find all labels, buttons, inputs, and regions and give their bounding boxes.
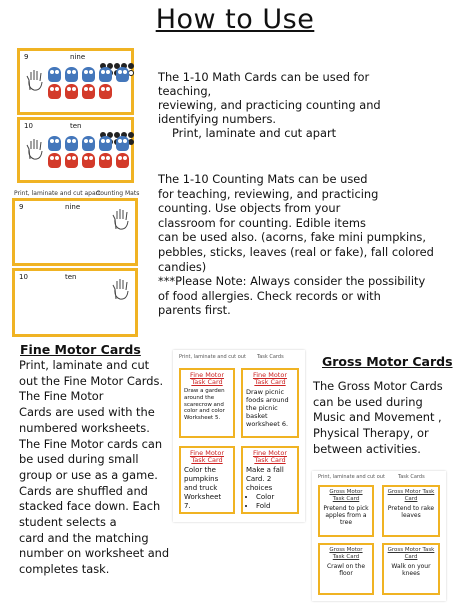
- math-card-word: nine: [70, 53, 86, 61]
- text-line: Music and Movement ,: [313, 410, 442, 425]
- task-card-body: Draw a garden around the scarecrow and color and color Worksheet 5.: [184, 388, 225, 422]
- text-line: for teaching, reviewing, and practicing: [158, 186, 379, 201]
- text-line: counting. Use objects from your: [158, 201, 341, 216]
- task-card-title: Fine Motor Task Card: [252, 449, 288, 464]
- text-line: of food allergies. Check records or with: [158, 288, 381, 303]
- fine-motor-task-card: [179, 446, 235, 514]
- fine-motor-task-card: [179, 368, 235, 438]
- task-card-title: Gross Motor Task Card: [387, 489, 435, 502]
- text-line: stacked face down. Each: [19, 499, 161, 514]
- text-line: Print, laminate and cut: [19, 358, 150, 372]
- text-line: between activities.: [313, 441, 421, 456]
- math-card-word: ten: [70, 122, 82, 130]
- hand-icon: [25, 137, 47, 161]
- sheet-label-left: Print, laminate and cut out: [179, 354, 246, 360]
- fine-motor-sheet: [173, 350, 305, 522]
- task-card-title: Gross Motor Task Card: [387, 547, 435, 560]
- text-line: group or use as a game.: [19, 467, 158, 482]
- fine-motor-task-card: [241, 368, 299, 438]
- task-card-body: Make a fall Card. 2 choices: [246, 466, 284, 492]
- counting-mat-nine: [12, 198, 138, 266]
- text-line: reviewing, and practicing counting and: [158, 98, 381, 112]
- text-line: can be used also. (acorns, fake mini pumpkins,: [158, 230, 426, 245]
- text-line: The 1-10 Math Cards can be used for: [158, 70, 370, 84]
- task-card-body: Pretend to pick apples from a tree: [323, 505, 369, 526]
- sheet-label-left: Print, laminate and cut out: [318, 474, 385, 480]
- text-line: completes task.: [19, 562, 110, 577]
- text-line: parents first.: [158, 303, 231, 318]
- text-line: out the Fine Motor Cards.: [19, 373, 164, 388]
- gross-motor-task-card: [318, 543, 374, 595]
- text-line: The Gross Motor Cards: [313, 379, 443, 393]
- text-line: The Fine Motor cards can: [19, 436, 163, 451]
- fine-motor-heading: Fine Motor Cards: [20, 342, 141, 357]
- mats-sheet-label-right: Counting Mats: [96, 190, 140, 197]
- task-card-body: Walk on your knees: [391, 563, 431, 577]
- bullet-item: • Fold: [256, 502, 294, 511]
- math-card-ten: [17, 117, 134, 183]
- sheet-label-right: Task Cards: [398, 474, 425, 480]
- text-line: pebbles, sticks, leaves (real or fake), fall colored: [158, 244, 434, 259]
- text-line: The 1-10 Counting Mats can be used: [158, 172, 368, 186]
- text-line: Cards are used with the: [19, 405, 155, 420]
- math-card-number: 9: [24, 53, 29, 61]
- owl-pictures: [48, 136, 129, 168]
- mat-number: 9: [19, 203, 24, 211]
- gross-motor-sheet: [312, 471, 446, 601]
- task-card-title: Gross Motor Task Card: [329, 547, 363, 560]
- text-line: The Fine Motor: [19, 389, 104, 404]
- task-card-title: Gross Motor Task Card: [329, 489, 363, 502]
- task-card-title: Fine Motor Task Card: [252, 371, 288, 386]
- text-line: be used during small: [19, 452, 139, 467]
- sheet-label-right: Task Cards: [257, 354, 284, 360]
- fine-motor-task-card: [241, 446, 299, 514]
- counting-mats-description: [158, 172, 434, 318]
- text-line: classroom for counting. Edible items: [158, 215, 366, 230]
- math-cards-description: [158, 70, 381, 140]
- text-line: candies): [158, 259, 207, 274]
- gross-motor-heading: Gross Motor Cards: [322, 354, 453, 369]
- gross-motor-task-card: [382, 543, 440, 595]
- gross-motor-task-card: [318, 485, 374, 537]
- text-line: identifying numbers.: [158, 112, 277, 126]
- page-title: How to Use: [155, 4, 315, 35]
- fine-motor-description: [19, 358, 169, 578]
- owl-pictures: [48, 67, 129, 99]
- mat-number: 10: [19, 273, 28, 281]
- text-line: numbered worksheets.: [19, 420, 150, 435]
- text-line: card and the matching: [19, 530, 149, 545]
- text-line: Cards are shuffled and: [19, 483, 148, 498]
- gross-motor-description: [313, 379, 443, 458]
- mats-sheet-label-left: Print, laminate and cut apart: [14, 190, 101, 197]
- mat-word: nine: [65, 203, 81, 211]
- hand-icon: [25, 68, 47, 92]
- task-card-body: Draw picnic foods around the picnic basket worksheet 6.: [246, 388, 289, 428]
- task-card-title: Fine Motor Task Card: [189, 449, 225, 464]
- text-line: teaching,: [158, 84, 212, 98]
- text-line: ***Please Note: Always consider the possibility: [158, 274, 426, 289]
- math-card-number: 10: [24, 122, 33, 130]
- math-card-nine: [17, 48, 134, 115]
- task-card-body: Pretend to rake leaves: [387, 505, 435, 519]
- task-card-title: Fine Motor Task Card: [189, 371, 225, 386]
- text-line: number on worksheet and: [19, 546, 170, 561]
- counting-mat-ten: [12, 268, 138, 337]
- hand-icon: [111, 277, 133, 301]
- task-card-body: Color the pumpkins and truck Worksheet 7.: [184, 466, 222, 510]
- task-card-bullets: [256, 493, 294, 511]
- gross-motor-task-card: [382, 485, 440, 537]
- text-line: can be used during: [313, 394, 423, 409]
- text-line: Physical Therapy, or: [313, 426, 429, 441]
- bullet-item: • Color: [256, 493, 294, 502]
- text-line: Print, laminate and cut apart: [172, 126, 337, 140]
- mat-word: ten: [65, 273, 77, 281]
- task-card-body: Crawl on the floor: [326, 563, 366, 577]
- text-line: student selects a: [19, 515, 117, 530]
- hand-icon: [111, 207, 133, 231]
